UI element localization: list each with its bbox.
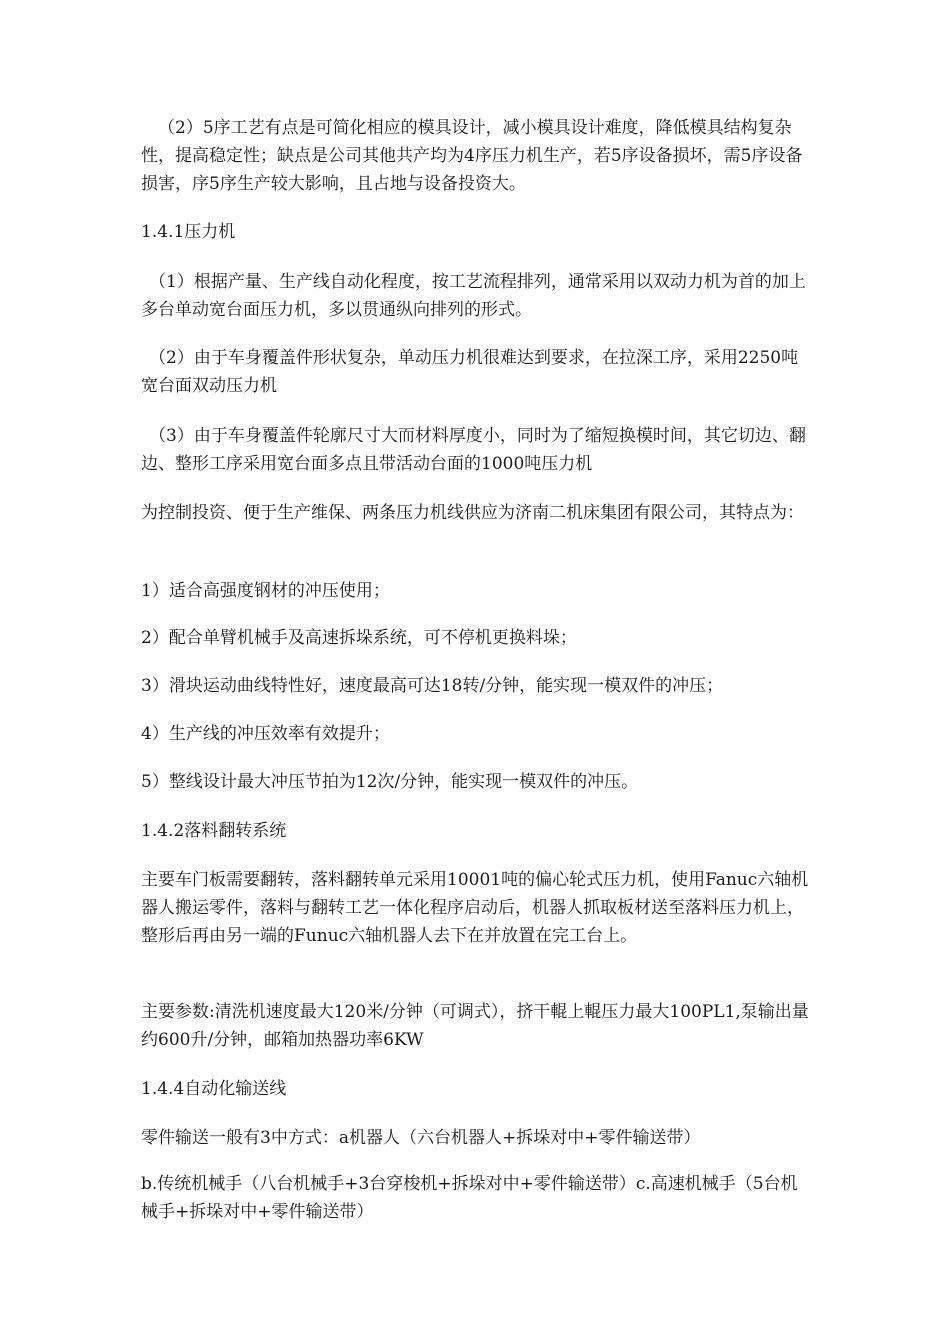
heading-1-4-1-press: 1.4.1压力机 [141,222,236,242]
list-item-3: 3）滑块运动曲线特性好，速度最高可达18转/分钟，能实现一模双件的冲压； [141,676,724,696]
paragraph-main-parameters: 主要参数:清洗机速度最大120米/分钟（可调式），挤干輥上輥压力最大100PL1,泵输出量约600升/分钟，邮箱加热器功率6KW [141,1002,809,1050]
list-item-4: 4）生产线的冲压效率有效提升； [141,724,390,744]
list-item-2: 2）配合单臂机械手及高速拆垛系统，可不停机更换料垛； [141,628,577,648]
paragraph-five-stage-process: （2）5序工艺有点是可简化相应的模具设计，减小模具设计难度，降低模具结构复杂性，提高稳定性；缺点是公司其他共产均为4序压力机生产，若5序设备损坏，需5序设备损害，序5序生产较大影响，且占地与设备投资大。 [141,118,803,194]
paragraph-transfer-methods-cont: b.传统机械手（八台机械手+3台穿梭机+拆垛对中+零件输送带）c.高速机械手（5台机械手+拆垛对中+零件输送带） [141,1174,798,1222]
list-item-5: 5）整线设计最大冲压节拍为12次/分钟，能实现一模双件的冲压。 [141,772,639,792]
paragraph-double-action-press: （2）由于车身覆盖件形状复杂，单动压力机很难达到要求，在拉深工序，采用2250吨宽台面双动压力机 [141,348,799,396]
paragraph-single-action-press: （3）由于车身覆盖件轮廓尺寸大而材料厚度小，同时为了缩短换模时间，其它切边、翻边、整形工序采用宽台面多点且带活动台面的1000吨压力机 [141,426,806,474]
paragraph-transfer-methods: 零件输送一般有3中方式：a机器人（六台机器人+拆垛对中+零件输送带） [141,1128,701,1148]
list-item-1: 1）适合高强度钢材的冲压使用； [141,581,390,601]
paragraph-supplier: 为控制投资、便于生产维保、两条压力机线供应为济南二机床集团有限公司，其特点为： [141,503,804,523]
heading-1-4-4-conveyor: 1.4.4自动化输送线 [141,1079,287,1099]
paragraph-press-arrangement: （1）根据产量、生产线自动化程度，按工艺流程排列，通常采用以双动力机为首的加上多台单动宽台面压力机，多以贯通纵向排列的形式。 [141,272,806,320]
heading-1-4-2-blanking: 1.4.2落料翻转系统 [141,821,287,841]
paragraph-blanking-flip: 主要车门板需要翻转，落料翻转单元采用10001吨的偏心轮式压力机，使用Fanuc六轴机器人搬运零件，落料与翻转工艺一体化程序启动后，机器人抓取板材送至落料压力机上，整形后再由另一端的Funuc六轴机器人去下在并放置在完工台上。 [141,870,809,946]
